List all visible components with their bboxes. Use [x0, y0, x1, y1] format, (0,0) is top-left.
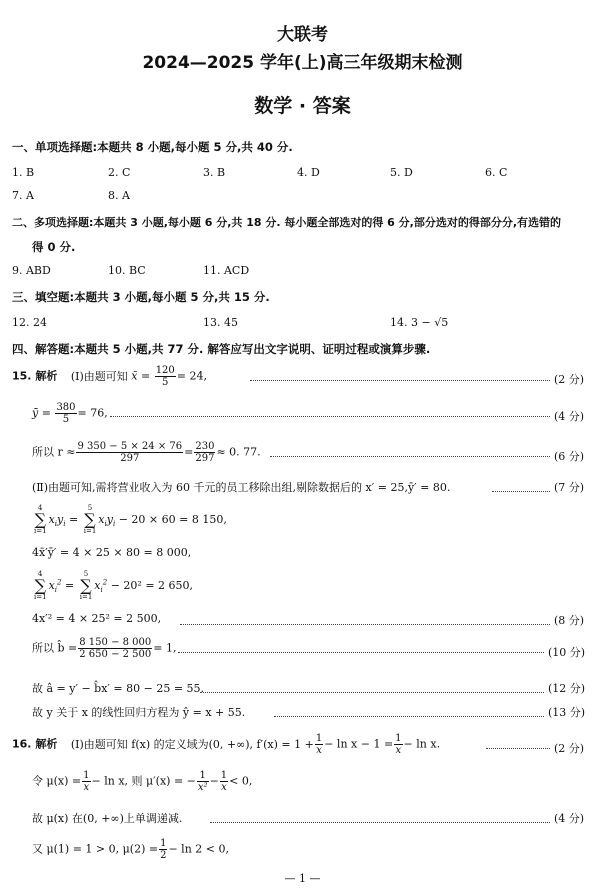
answer-11: 11. ACD [203, 264, 250, 277]
answer-7: 7. A [12, 189, 34, 202]
leader-dots [270, 456, 550, 457]
header-exam: 2024—2025 学年(上)高三年级期末检测 [142, 53, 463, 73]
answer-8: 8. A [108, 189, 130, 202]
answer-6: 6. C [485, 166, 508, 179]
q16-points-2: (4 分) [554, 812, 585, 825]
q16-label: 16. 解析 [12, 737, 58, 751]
leader-dots [200, 692, 544, 693]
section4-title: 四、解答题:本题共 5 小题,共 77 分. 解答应写出文字说明、证明过程或演算步骤. [12, 342, 431, 356]
q15-label: 15. 解析 [12, 369, 58, 383]
leader-dots [110, 416, 550, 417]
section1-title: 一、单项选择题:本题共 8 小题,每小题 5 分,共 40 分. [12, 140, 293, 154]
q15-line3: 所以 r ≈ $\frac{9 350 - 5 \times 24 \times 76}{297}$ = $\frac{230}{297}$ ≈ 0. 77. [32, 441, 261, 464]
answer-10: 10. BC [108, 264, 146, 277]
q15-points-6: (10 分) [548, 646, 586, 659]
q16-mu-values: 又 μ(1) = 1 > 0, μ(2) = $\frac{1}{2}$ − ln 2 < 0, [32, 838, 229, 861]
answer-3: 3. B [203, 166, 226, 179]
q15-points-1: (2 分) [554, 373, 585, 386]
leader-dots [178, 652, 544, 653]
answer-1: 1. B [12, 166, 35, 179]
q15-points-7: (12 分) [548, 682, 586, 695]
section3-title: 三、填空题:本题共 3 小题,每小题 5 分,共 15 分. [12, 290, 270, 304]
answer-9: 9. ABD [12, 264, 51, 277]
q15-a-hat: 故 â = y′ − b̂x′ = 80 − 25 = 55. [32, 682, 205, 695]
header-org: 大联考 [277, 25, 328, 45]
leader-dots [492, 491, 550, 492]
q16-line1: 16. 解析 (Ⅰ)由题可知 f(x) 的定义域为(0, +∞), f′(x) = 1 + $\frac{1}{x}$ − ln x − 1 = $\frac{1}{x}$ − ln x. [12, 733, 441, 756]
leader-dots [486, 748, 550, 749]
leader-dots [180, 624, 550, 625]
q16-points-1: (2 分) [554, 742, 585, 755]
q15-points-5: (8 分) [554, 614, 585, 627]
q15-4xy: 4x̄′ȳ′ = 4 × 25 × 80 = 8 000, [32, 546, 192, 559]
q15-part2: (Ⅱ)由题可知,需将营业收入为 60 千元的员工移除出组,剔除数据后的 x′ = 25,ȳ′ = 80. [32, 481, 451, 494]
q16-mu: 令 μ(x) = $\frac{1}{x}$ − ln x, 则 μ′(x) = − $\frac{1}{\text{x²}}$ − $\frac{1}{x}$ < 0, [32, 770, 253, 793]
q15-xbar-frac: $\frac{120}{5}$ [155, 365, 175, 388]
q16-decreasing: 故 μ(x) 在(0, +∞)上单调递减. [32, 812, 183, 825]
q15-points-2: (4 分) [554, 410, 585, 423]
leader-dots [210, 822, 550, 823]
q15-line2: ȳ = $\frac{380}{5}$ = 76, [32, 402, 108, 425]
q15-sum-x2: 4 ∑ $i=1x_i^2 = 5$ ∑ $i=1x_i^2 - 20^2 = 2$ 650, [34, 570, 194, 601]
q15-points-4: (7 分) [554, 481, 585, 494]
q15-4x2: 4x′² = 4 × 25² = 2 500, [32, 612, 162, 625]
answer-13: 13. 45 [203, 316, 238, 329]
q15-regression: 故 y 关于 x 的线性回归方程为 ŷ = x + 55. [32, 706, 246, 719]
section2-title-cont: 得 0 分. [32, 240, 76, 254]
leader-dots [250, 380, 550, 381]
leader-dots [274, 716, 544, 717]
q15-xbar: x̄ = [131, 369, 154, 383]
q15-b-hat: 所以 b̂ = $\frac{8 150 - 8 000}{2 650 - 2 500}$ = 1, [32, 637, 177, 660]
q15-points-8: (13 分) [548, 706, 586, 719]
answer-5: 5. D [390, 166, 413, 179]
q15-xbar-result: = 24, [176, 369, 207, 383]
answer-4: 4. D [297, 166, 320, 179]
q15-part1: (Ⅰ)由题可知 [70, 369, 128, 383]
q15-line1 [12, 365, 207, 388]
q15-sum-xy: 4 ∑ $i=1x_iy_i = 5$ ∑ $i=1x_iy_i - 20 \times 60 = 8$ 150, [34, 504, 227, 535]
page-title: 数学 · 答案 [254, 95, 351, 117]
answer-14: 14. 3 − √5 [390, 316, 449, 329]
answer-2: 2. C [108, 166, 131, 179]
q15-points-3: (6 分) [554, 450, 585, 463]
section2-title: 二、多项选择题:本题共 3 小题,每小题 6 分,共 18 分. 每小题全部选对的得 6 分,部分选对的得部分分,有选错的 [12, 216, 562, 229]
answer-12: 12. 24 [12, 316, 47, 329]
page-number: — 1 — [284, 872, 321, 885]
